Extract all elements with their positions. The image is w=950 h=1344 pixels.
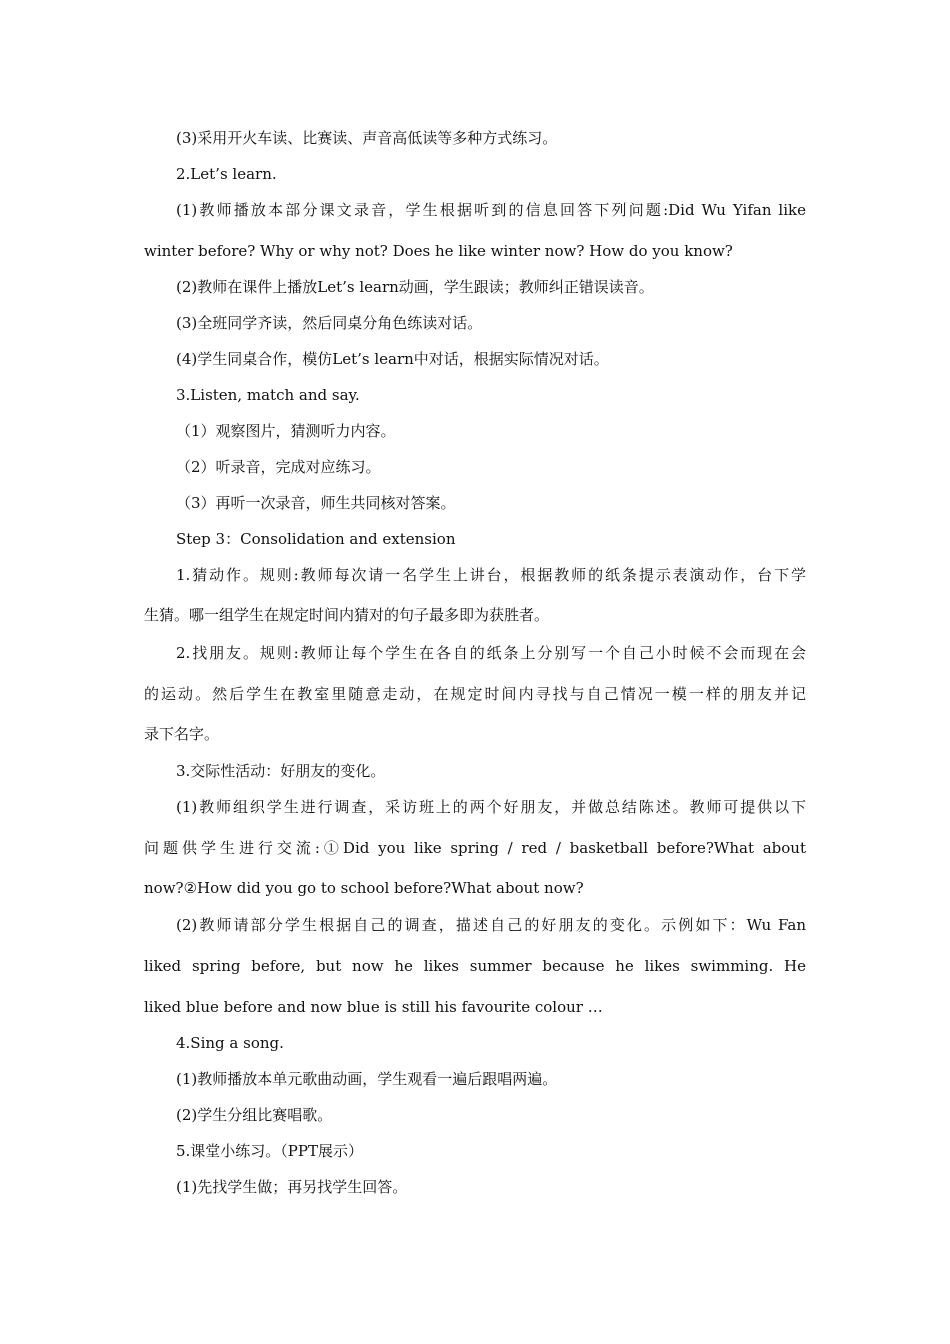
text-line: 问题供学生进行交流:①Did you like spring / red / basketball before?What about <box>144 839 806 857</box>
text-line: 3.Listen, match and say. <box>176 386 360 404</box>
text-line: （2）听录音，完成对应练习。 <box>176 458 381 476</box>
text-line: winter before? Why or why not? Does he like winter now? How do you know? <box>144 242 733 260</box>
text-line: now?②How did you go to school before?What about now? <box>144 879 584 897</box>
text-line: (2)教师请部分学生根据自己的调查，描述自己的好朋友的变化。示例如下：Wu Fan <box>176 916 806 934</box>
text-line: (1)先找学生做；再另找学生回答。 <box>176 1178 408 1196</box>
text-line: 2.找朋友。规则:教师让每个学生在各自的纸条上分别写一个自己小时候不会而现在会 <box>176 644 806 662</box>
text-line: (1)教师播放本单元歌曲动画，学生观看一遍后跟唱两遍。 <box>176 1070 558 1088</box>
text-line: （3）再听一次录音，师生共同核对答案。 <box>176 494 456 512</box>
text-line: 3.交际性活动：好朋友的变化。 <box>176 762 386 780</box>
text-line: (1)教师组织学生进行调查，采访班上的两个好朋友，并做总结陈述。教师可提供以下 <box>176 798 806 816</box>
text-line: 录下名字。 <box>144 725 220 743</box>
text-line: Step 3：Consolidation and extension <box>176 530 456 548</box>
text-line: （1）观察图片，猜测听力内容。 <box>176 422 396 440</box>
text-line: 的运动。然后学生在教室里随意走动，在规定时间内寻找与自己情况一模一样的朋友并记 <box>144 685 806 703</box>
text-line: 1.猜动作。规则:教师每次请一名学生上讲台，根据教师的纸条提示表演动作，台下学 <box>176 566 806 584</box>
text-line: (4)学生同桌合作，模仿Let’s learn中对话，根据实际情况对话。 <box>176 350 609 368</box>
text-line: 4.Sing a song. <box>176 1034 284 1052</box>
text-line: 5.课堂小练习。（PPT展示） <box>176 1142 364 1160</box>
text-line: (3)采用开火车读、比赛读、声音高低读等多种方式练习。 <box>176 129 558 147</box>
text-line: liked blue before and now blue is still his favourite colour … <box>144 998 603 1016</box>
text-line: (1)教师播放本部分课文录音，学生根据听到的信息回答下列问题:Did Wu Yifan like <box>176 201 806 219</box>
text-line: 生猜。哪一组学生在规定时间内猜对的句子最多即为获胜者。 <box>144 606 550 624</box>
text-line: liked spring before, but now he likes summer because he likes swimming. He <box>144 957 806 975</box>
text-line: (3)全班同学齐读，然后同桌分角色练读对话。 <box>176 314 483 332</box>
text-line: (2)教师在课件上播放Let’s learn动画，学生跟读；教师纠正错误读音。 <box>176 278 654 296</box>
text-line: 2.Let’s learn. <box>176 165 277 183</box>
text-line: (2)学生分组比赛唱歌。 <box>176 1106 333 1124</box>
